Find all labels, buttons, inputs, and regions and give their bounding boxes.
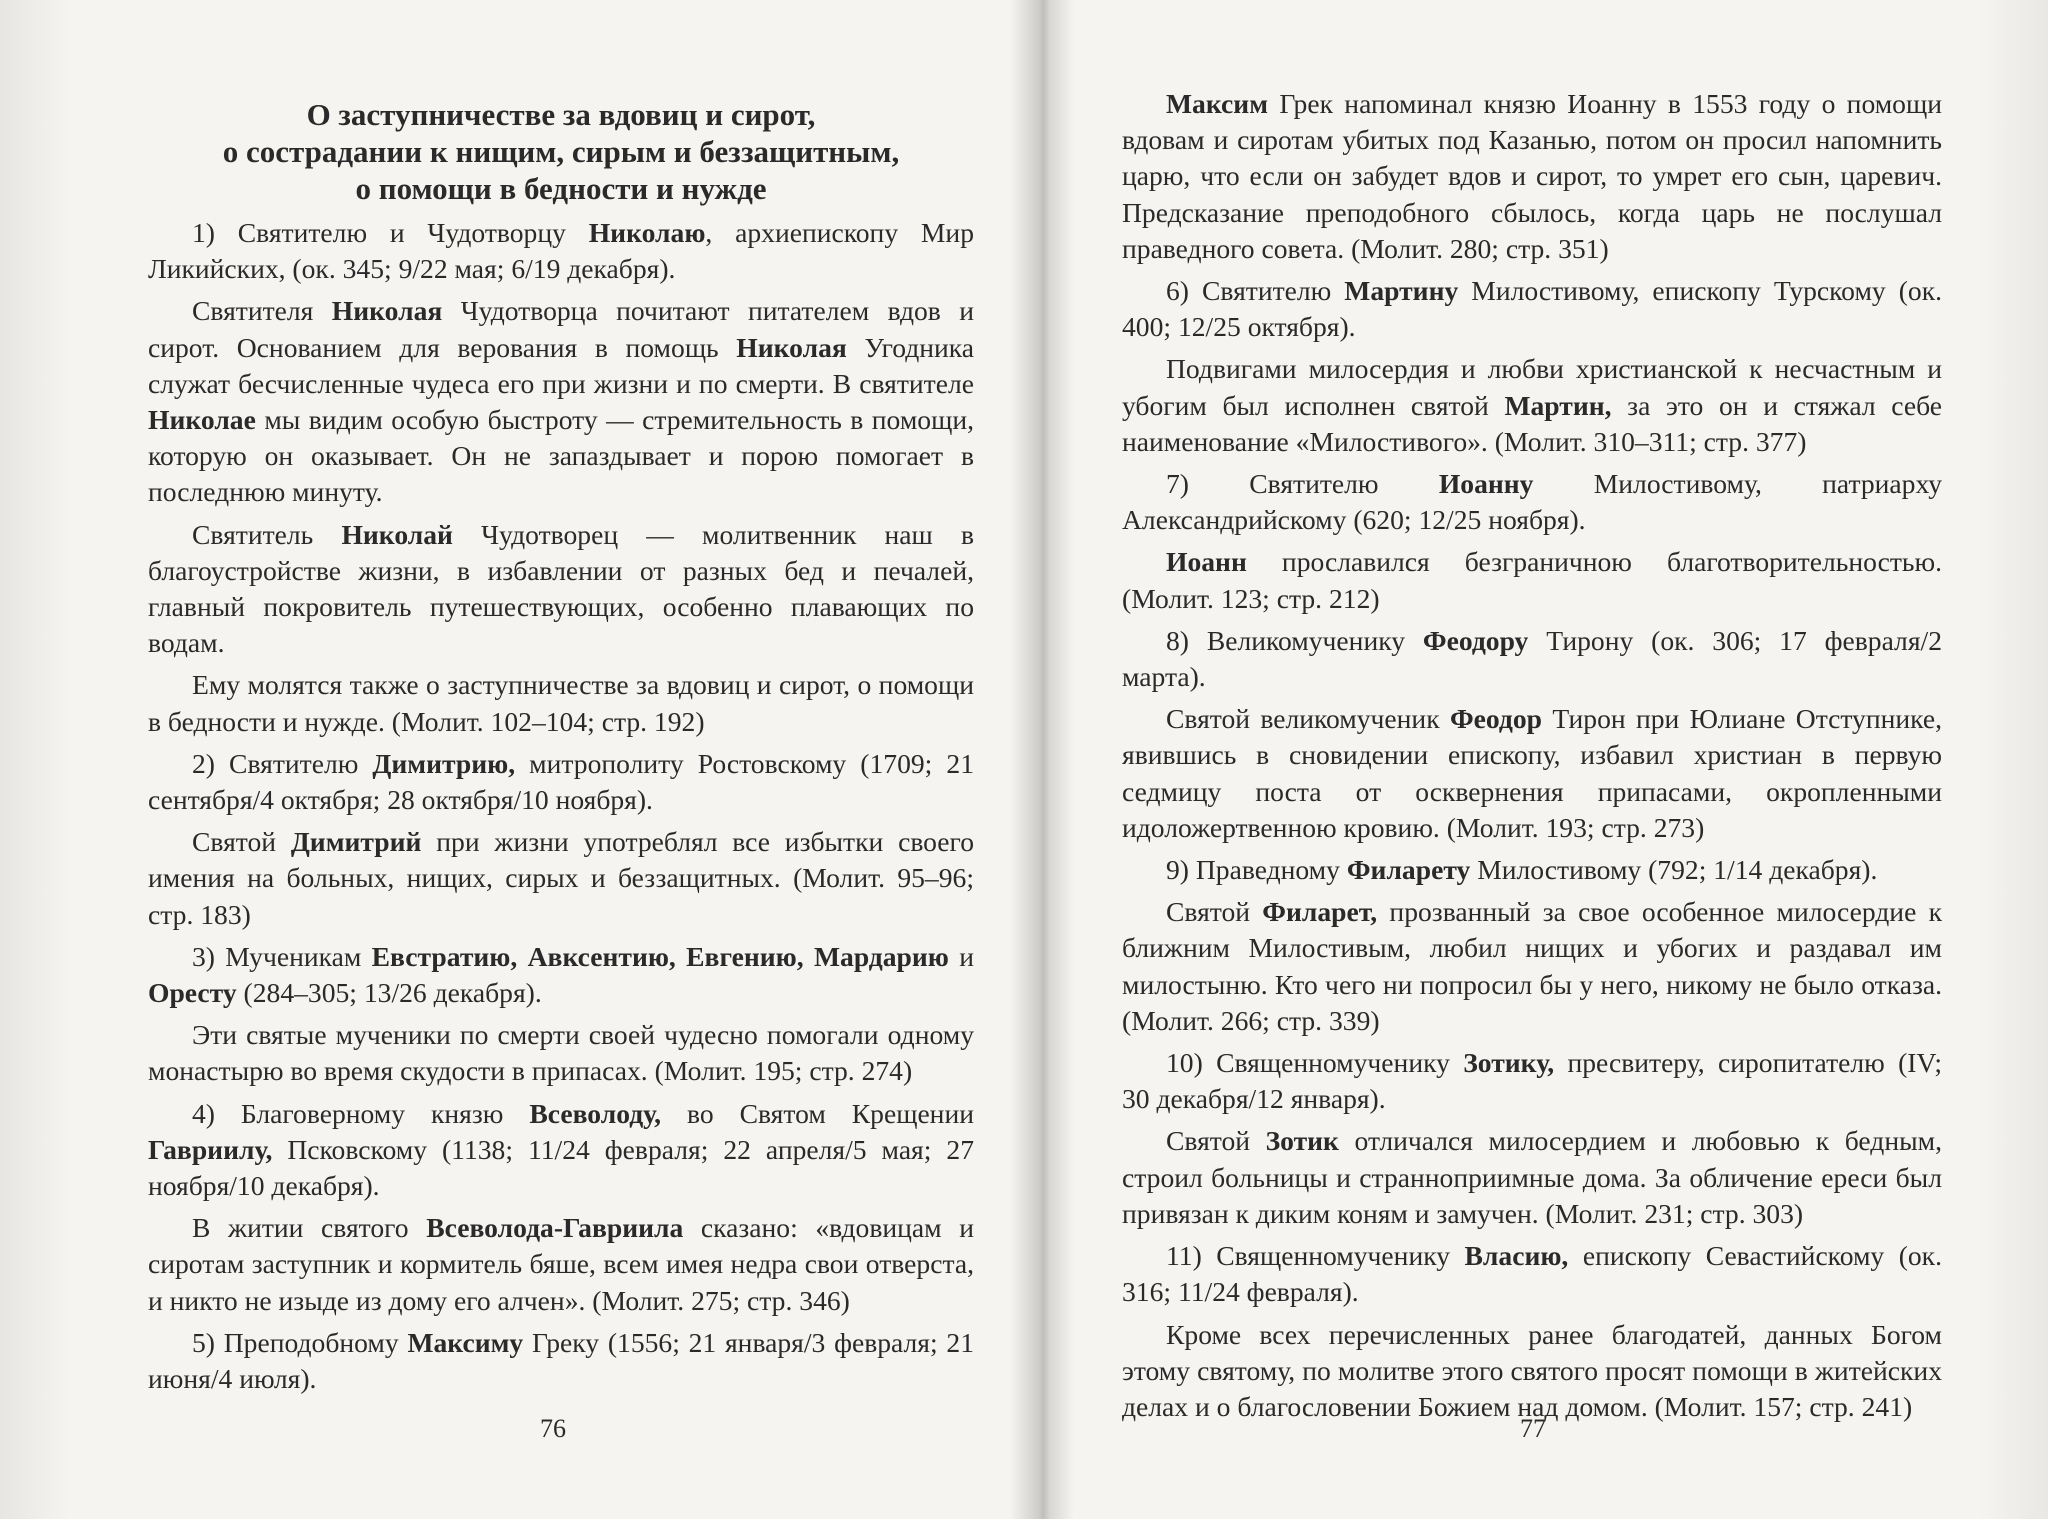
right-page-edge-shadow [1978,0,2048,1519]
paragraph: 4) Благоверному князю Всеволоду, во Святом Крещении Гавриилу, Псковскому (1138; 11/24 февраля; 22 апреля/5 мая; 27 ноября/10 декабря). [148,1097,974,1202]
paragraph: Святой великомученик Феодор Тирон при Юлиане Отступнике, явившись в сновидении епископу, избавил христиан в первую седмицу поста от осквернения припасами, окропленными идоложертвенною кровию. (Молит. 193; стр. 273) [1122,703,1942,843]
paragraph: Подвигами милосердия и любви христианской к несчастным и убогим был исполнен святой Мартин, за это он и стяжал себе наименование «Милостивого». (Молит. 310–311; стр. 377) [1122,353,1942,457]
paragraph: 10) Священномученику Зотику, пресвитеру, сиропитателю (IV; 30 декабря/12 января). [1122,1047,1943,1115]
book-spine-shadow [1010,0,1074,1519]
page-number: 76 [540,1414,566,1443]
left-page-edge-shadow [0,0,70,1519]
paragraph: Ему молятся также о заступничестве за вдовиц и сирот, о помощи в бедности и нужде. (Молит. 102–104; стр. 192) [148,669,974,737]
paragraph: Святой Димитрий при жизни употреблял все избытки своего имения на больных, нищих, сирых и беззащитных. (Молит. 95–96; стр. 183) [148,826,974,930]
paragraph: Святителя Николая Чудотворца почитают питателем вдов и сирот. Основанием для верования в помощь Николая Угодника служат бесчисленные чудеса его при жизни и по смерти. В святителе Николае мы видим особую быстроту — стремительность в помощи, которую он оказывает. Он не запаздывает и порою помогает в последнюю минуту. [148,295,975,508]
paragraph: 7) Святителю Иоанну Милостивому, патриарху Александрийскому (620; 12/25 ноября). [1122,468,1942,536]
page-number: 77 [1520,1414,1546,1443]
paragraph: 1) Святителю и Чудотворцу Николаю, архиепископу Мир Ликийских, (ок. 345; 9/22 мая; 6/19 декабря). [148,217,974,285]
paragraph: Святой Филарет, прозванный за свое особенное милосердие к ближним Милостивым, любил нищих и убогих и раздавал им милостыню. Кто чего ни попросил бы у него, никому не было отказа. (Молит. 266; стр. 339) [1122,896,1942,1036]
paragraph: Кроме всех перечисленных ранее благодатей, данных Богом этому святому, по молитве этого святого просят помощи в житейских делах и о благословении Божием над домом. (Молит. 157; стр. 241) [1122,1318,1942,1422]
paragraph: Максим Грек напоминал князю Иоанну в 1553 году о помощи вдовам и сиротам убитых под Казанью, потом он просил напомнить царю, что если он забудет вдов и сирот, то умрет его сын, царевич. Предсказание преподобного сбылось, когда царь не послушал праведного совета. (Молит. 280; стр. 351) [1122,88,1942,264]
paragraph: Святитель Николай Чудотворец — молитвенник наш в благоустройстве жизни, в избавлении от разных бед и печалей, главный покровитель путешествующих, особенно плавающих по водам. [148,518,974,659]
chapter-title [148,96,974,207]
chapter-title-line: О заступничестве за вдовиц и сирот, [306,97,816,132]
chapter-title-line: о сострадании к нищим, сирым и беззащитным, [222,134,900,169]
paragraph: 9) Праведному Филарету Милостивому (792; 1/14 декабря). [1166,854,1878,886]
paragraph: 2) Святителю Димитрию, митрополиту Ростовскому (1709; 21 сентября/4 октября; 28 октября/10 ноября). [148,747,974,816]
chapter-title-line: о помощи в бедности и нужде [355,171,767,206]
paragraph: 8) Великомученику Феодору Тирону (ок. 306; 17 февраля/2 марта). [1122,624,1942,693]
paragraph: Иоанн прославился безграничною благотворительностью. (Молит. 123; стр. 212) [1122,546,1942,614]
left-page [148,96,974,1403]
paragraph: 11) Священномученику Власию, епископу Севастийскому (ок. 316; 11/24 февраля). [1122,1240,1942,1308]
paragraph: 6) Святителю Мартину Милостивому, епископу Турскому (ок. 400; 12/25 октября). [1122,275,1942,343]
paragraph: 5) Преподобному Максиму Греку (1556; 21 января/3 февраля; 21 июня/4 июля). [148,1326,975,1395]
right-page [1122,86,1942,1431]
paragraph: Святой Зотик отличался милосердием и любовью к бедным, строил больницы и странноприимные дома. За обличение ереси был привязан к диким коням и замучен. (Молит. 231; стр. 303) [1122,1125,1942,1229]
paragraph: Эти святые мученики по смерти своей чудесно помогали одному монастырю во время скудости в припасах. (Молит. 195; стр. 274) [148,1019,974,1087]
paragraph: 3) Мученикам Евстратию, Авксентию, Евгению, Мардарию и Оресту (284–305; 13/26 декабря). [148,940,974,1009]
paragraph: В житии святого Всеволода-Гавриила сказано: «вдовицам и сиротам заступник и кормитель бяше, всем имея недра свои отверста, и никто не изыде из дому его алчен». (Молит. 275; стр. 346) [148,1212,974,1316]
